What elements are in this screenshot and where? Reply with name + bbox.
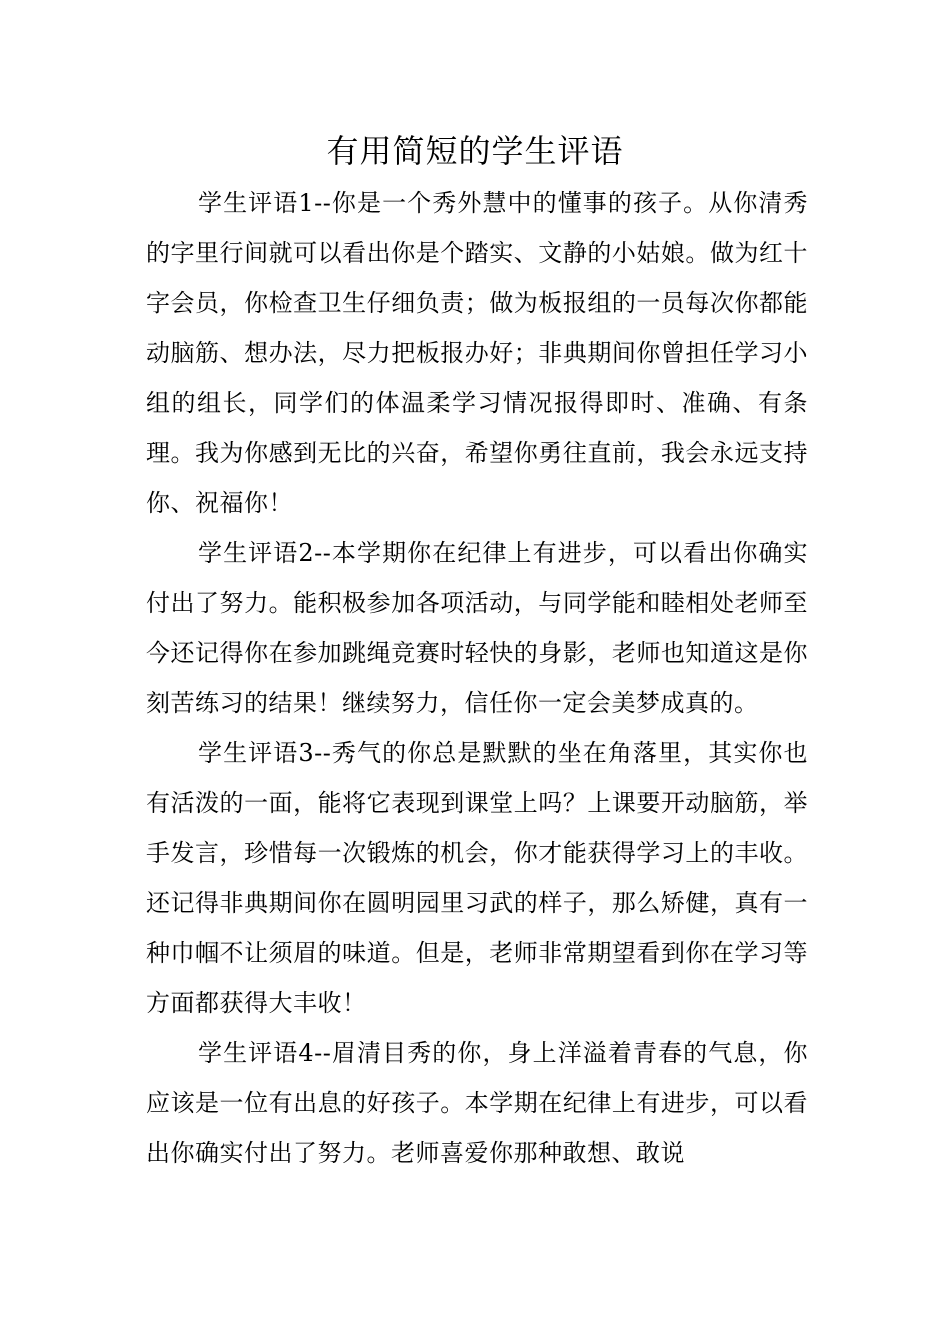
document-title: 有用简短的学生评语 [326, 132, 624, 170]
paragraph-comment-4: 学生评语4--眉清目秀的你，身上洋溢着青春的气息，你应该是一位有出息的好孩子。本学期在纪律上有进步，可以看出你确实付出了努力。老师喜爱你那种敢想、敢说 [146, 1039, 808, 1167]
paragraph-comment-2: 学生评语2--本学期你在纪律上有进步，可以看出你确实付出了努力。能积极参加各项活动，与同学能和睦相处老师至今还记得你在参加跳绳竞赛时轻快的身影，老师也知道这是你刻苦练习的结果！继续努力，信任你一定会美梦成真的。 [146, 539, 808, 717]
document-body [146, 178, 808, 1178]
paragraph-comment-1: 学生评语1--你是一个秀外慧中的懂事的孩子。从你清秀的字里行间就可以看出你是个踏实、文静的小姑娘。做为红十字会员，你检查卫生仔细负责；做为板报组的一员每次你都能动脑筋、想办法，尽力把板报办好；非典期间你曾担任学习小组的组长，同学们的体温柔学习情况报得即时、准确、有条理。我为你感到无比的兴奋，希望你勇往直前，我会永远支持你、祝福你！ [146, 189, 808, 517]
paragraph-comment-3: 学生评语3--秀气的你总是默默的坐在角落里，其实你也有活泼的一面，能将它表现到课堂上吗？上课要开动脑筋，举手发言，珍惜每一次锻炼的机会，你才能获得学习上的丰收。还记得非典期间你在圆明园里习武的样子，那么矫健，真有一种巾帼不让须眉的味道。但是，老师非常期望看到你在学习等方面都获得大丰收！ [146, 739, 808, 1017]
